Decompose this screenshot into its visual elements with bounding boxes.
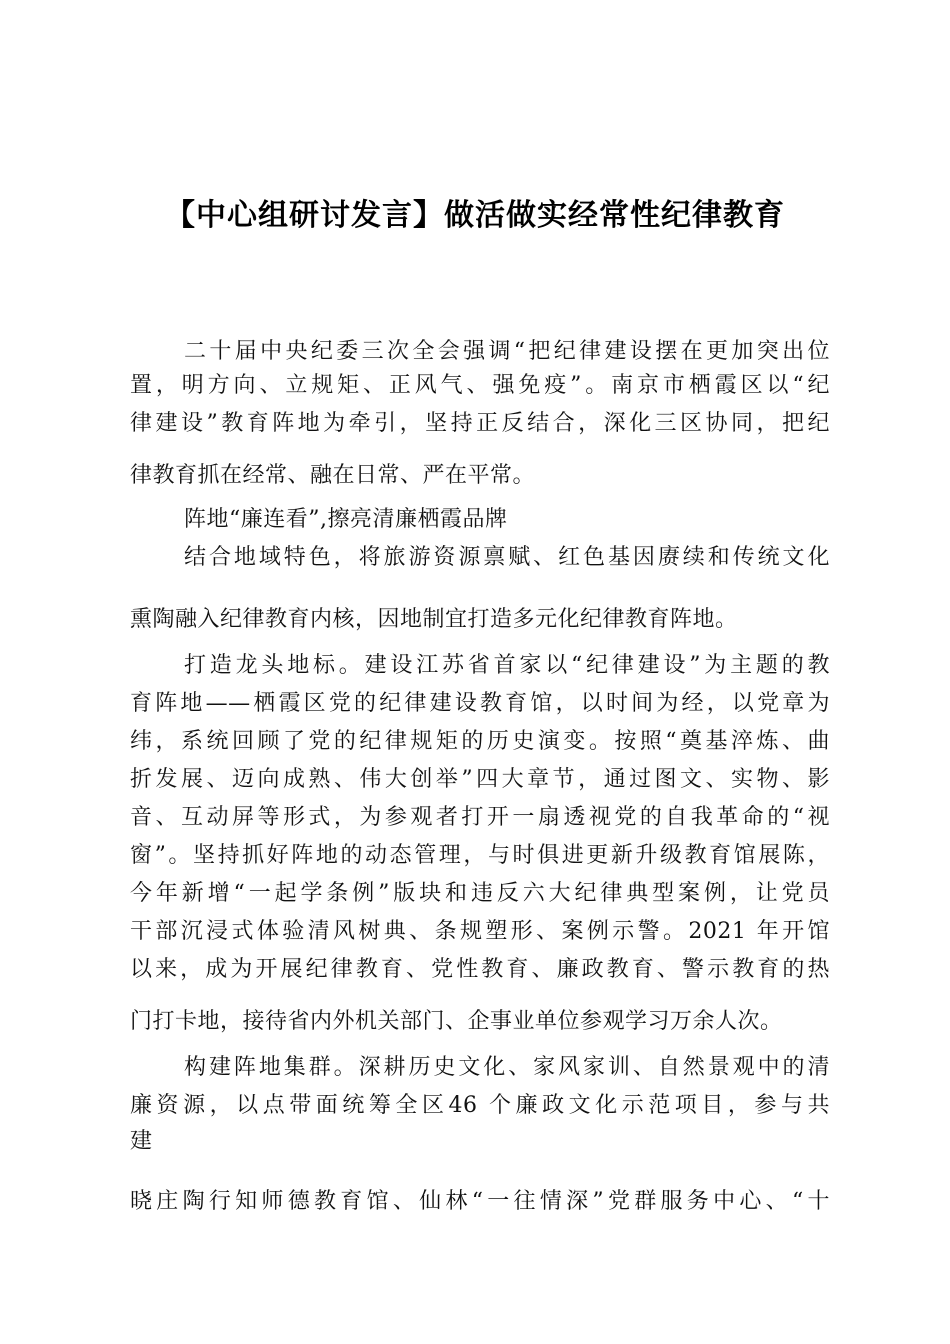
- paragraph-line: 折发展、迈向成熟、伟大创举”四大章节，通过图文、实物、影: [130, 767, 830, 792]
- paragraph-line: 构建阵地集群。深耕历史文化、家风家训、自然景观中的清: [184, 1055, 830, 1080]
- paragraph-line: 律建设”教育阵地为牵引，坚持正反结合，深化三区协同，把纪: [130, 411, 830, 436]
- paragraph-line: 熏陶融入纪律教育内核，因地制宜打造多元化纪律教育阵地。: [130, 607, 738, 632]
- paragraph-line: 二十届中央纪委三次全会强调“把纪律建设摆在更加突出位: [184, 339, 830, 364]
- paragraph-line: 廉资源，以点带面统筹全区46 个廉政文化示范项目，参与共: [130, 1093, 830, 1118]
- paragraph-line: 今年新增“一起学条例”版块和违反六大纪律典型案例，让党员: [130, 881, 830, 906]
- paragraph-line: 纬，系统回顾了党的纪律规矩的历史演变。按照“奠基淬炼、曲: [130, 729, 830, 754]
- paragraph-line: 门打卡地，接待省内外机关部门、企事业单位参观学习万余人次。: [130, 1009, 783, 1034]
- paragraph-line: 结合地域特色，将旅游资源禀赋、红色基因赓续和传统文化: [184, 545, 830, 570]
- paragraph-line: 育阵地——栖霞区党的纪律建设教育馆，以时间为经，以党章为: [130, 691, 830, 716]
- paragraph-line: 置，明方向、立规矩、正风气、强免疫”。南京市栖霞区以“纪: [130, 373, 830, 398]
- section-heading: 阵地“廉连看”,擦亮清廉栖霞品牌: [184, 507, 508, 532]
- paragraph-line: 以来，成为开展纪律教育、党性教育、廉政教育、警示教育的热: [130, 957, 830, 982]
- paragraph-line: 建: [130, 1129, 153, 1154]
- paragraph-line: 打造龙头地标。建设江苏省首家以“纪律建设”为主题的教: [184, 653, 830, 678]
- paragraph-line: 窗”。坚持抓好阵地的动态管理，与时俱进更新升级教育馆展陈，: [130, 843, 830, 868]
- paragraph-line: 晓庄陶行知师德教育馆、仙林“一往情深”党群服务中心、“十: [130, 1189, 830, 1214]
- paragraph-line: 律教育抓在经常、融在日常、严在平常。: [130, 463, 536, 488]
- paragraph-line: 干部沉浸式体验清风树典、条规塑形、案例示警。2021 年开馆: [130, 919, 830, 944]
- document-title: 【中心组研讨发言】做活做实经常性纪律教育: [165, 198, 785, 233]
- paragraph-line: 音、互动屏等形式，为参观者打开一扇透视党的自我革命的“视: [130, 805, 830, 830]
